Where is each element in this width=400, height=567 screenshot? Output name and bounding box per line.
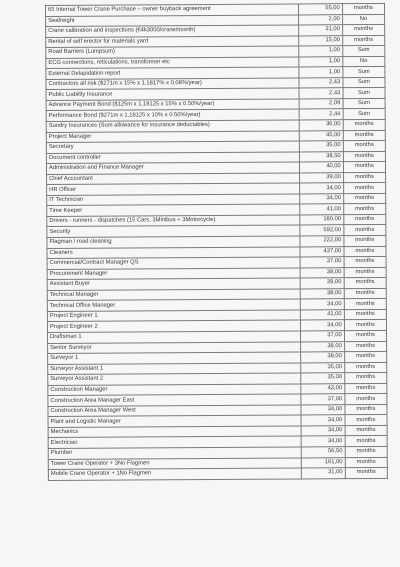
row-unit: months: [343, 204, 385, 215]
row-unit: months: [344, 351, 386, 362]
row-quantity: 35,00: [299, 141, 343, 152]
row-description: 65 Internal Tower Crane Purchase – owner buyback agreement: [46, 4, 299, 16]
row-quantity: 38,00: [300, 352, 344, 363]
row-quantity: 592,00: [299, 225, 343, 236]
row-unit: months: [343, 183, 385, 194]
row-description: Technical Manager: [47, 289, 300, 301]
row-unit: months: [344, 362, 386, 373]
row-description: Surveyor Assistant 1: [48, 363, 301, 375]
row-quantity: 40,00: [299, 162, 343, 173]
row-unit: months: [345, 425, 387, 436]
row-quantity: 41,00: [300, 310, 344, 321]
row-quantity: 2,09: [299, 99, 343, 110]
row-unit: months: [343, 162, 385, 173]
row-unit: months: [344, 341, 386, 352]
row-unit: months: [343, 119, 385, 130]
row-quantity: 2,44: [299, 109, 343, 120]
row-quantity: 1,00: [299, 67, 343, 78]
row-unit: months: [344, 330, 386, 341]
row-description: Surveyor 1: [48, 352, 301, 364]
row-description: Electrician: [48, 436, 301, 448]
row-unit: months: [342, 3, 384, 14]
row-quantity: 2,43: [299, 78, 343, 89]
row-unit: months: [343, 130, 385, 141]
row-quantity: 34,00: [301, 436, 345, 447]
row-quantity: 31,00: [298, 25, 342, 36]
row-description: Procurement Manager: [47, 268, 300, 280]
row-quantity: 35,00: [300, 373, 344, 384]
row-description: Mechanics: [48, 426, 301, 438]
row-quantity: 31,00: [301, 468, 345, 479]
row-description: Time Keeper: [47, 204, 300, 216]
row-unit: months: [343, 193, 385, 204]
row-quantity: 1,00: [298, 56, 342, 67]
row-unit: No: [342, 14, 384, 25]
row-unit: months: [344, 246, 386, 257]
row-unit: months: [344, 257, 386, 268]
row-quantity: 36,00: [299, 120, 343, 131]
row-description: Sundry Insurances (Sum allowance for insurance deductables): [46, 120, 299, 132]
row-description: Chief Accountant: [47, 173, 300, 185]
row-quantity: 437,00: [300, 246, 344, 257]
row-description: Surveyor Assistant 2: [48, 373, 301, 385]
row-quantity: 2,00: [298, 14, 342, 25]
row-quantity: 38,00: [300, 341, 344, 352]
row-description: ECG connections, reticulations, transformer etc: [46, 57, 299, 69]
row-description: Secretary: [46, 141, 299, 153]
row-description: Construction Area Manager West: [48, 405, 301, 417]
row-unit: Sum: [343, 88, 385, 99]
row-quantity: 34,00: [299, 194, 343, 205]
row-quantity: 34,00: [301, 404, 345, 415]
row-description: Draftsman 1: [48, 331, 301, 343]
row-unit: Sum: [342, 46, 384, 57]
row-quantity: 55,00: [298, 4, 342, 15]
row-unit: months: [345, 404, 387, 415]
row-unit: months: [343, 141, 385, 152]
row-quantity: 38,50: [299, 151, 343, 162]
row-description: Seafreight: [46, 15, 299, 27]
row-quantity: 41,00: [299, 204, 343, 215]
row-unit: months: [342, 25, 384, 36]
row-quantity: 34,00: [300, 320, 344, 331]
row-description: Contractors all risk ($271m x 15% x 1.1817% x 0.08%/year): [46, 78, 299, 90]
row-unit: months: [345, 415, 387, 426]
row-description: Cleaners: [47, 247, 300, 259]
row-unit: months: [344, 288, 386, 299]
row-description: Rental of self erector for materials yard: [46, 36, 299, 48]
row-quantity: 39,00: [299, 172, 343, 183]
row-unit: months: [345, 467, 387, 478]
row-quantity: 39,00: [300, 278, 344, 289]
row-quantity: 34,00: [301, 415, 345, 426]
row-unit: months: [344, 373, 386, 384]
row-quantity: 2,43: [299, 88, 343, 99]
row-description: HR Officer: [47, 183, 300, 195]
row-description: Plumber: [48, 447, 301, 459]
row-unit: months: [345, 394, 387, 405]
row-unit: Sum: [343, 67, 385, 78]
row-quantity: 34,00: [301, 426, 345, 437]
row-description: Technical Office Manager: [47, 299, 300, 311]
row-description: Advance Payment Bond ($125m x 1,18125 x 15% x 0.50%/year): [46, 99, 299, 111]
row-description: Crane calibration and inspections (€4k3000/crane/month): [46, 25, 299, 37]
row-unit: months: [345, 383, 387, 394]
row-unit: months: [342, 35, 384, 46]
row-description: Security: [47, 225, 300, 237]
row-description: Performance Bond ($271m x 1,18125 x 10% x 0.50%/year): [46, 109, 299, 121]
row-quantity: 37,00: [301, 394, 345, 405]
row-description: Commercial/Contract Manager QS: [47, 257, 300, 269]
row-unit: months: [345, 446, 387, 457]
row-description: Tower Crane Operator + 3No Flagmen: [48, 457, 301, 469]
row-unit: months: [343, 151, 385, 162]
row-description: IT Technician: [47, 194, 300, 206]
row-description: Document controller: [46, 152, 299, 164]
row-quantity: 38,00: [300, 267, 344, 278]
row-description: Administration and Finance Manager: [46, 162, 299, 174]
row-unit: months: [345, 436, 387, 447]
row-unit: months: [344, 320, 386, 331]
row-unit: months: [344, 214, 386, 225]
row-description: Project Engineer 1: [47, 310, 300, 322]
row-description: Project Engineer 2: [47, 320, 300, 332]
row-quantity: 35,00: [300, 362, 344, 373]
row-unit: months: [344, 267, 386, 278]
row-unit: Sum: [343, 98, 385, 109]
row-unit: months: [344, 235, 386, 246]
row-description: Drivers - runners - dispatches (15 Cars, 3Minibus + 3Motorcycle): [47, 215, 300, 227]
row-unit: months: [345, 457, 387, 468]
row-quantity: 15,00: [298, 35, 342, 46]
row-quantity: 37,00: [300, 257, 344, 268]
row-description: Construction Area Manager East: [48, 394, 301, 406]
row-description: Project Manager: [46, 131, 299, 143]
row-unit: months: [344, 225, 386, 236]
table-body: [46, 3, 388, 480]
row-quantity: 45,00: [299, 130, 343, 141]
row-quantity: 34,00: [300, 299, 344, 310]
row-description: Construction Manager: [48, 384, 301, 396]
row-unit: months: [343, 172, 385, 183]
row-unit: Sum: [343, 109, 385, 120]
row-quantity: 34,00: [299, 183, 343, 194]
row-quantity: 56,50: [301, 447, 345, 458]
row-description: Road Barriers (Lumpsum): [46, 46, 299, 58]
row-quantity: 38,00: [300, 288, 344, 299]
row-description: Public Liability Insurance: [46, 88, 299, 100]
row-unit: No: [343, 56, 385, 67]
row-quantity: 37,00: [300, 331, 344, 342]
row-unit: Sum: [343, 77, 385, 88]
row-unit: months: [344, 299, 386, 310]
row-description: Assistant Buyer: [47, 278, 300, 290]
row-quantity: 161,00: [301, 457, 345, 468]
row-description: Senior Surveyor: [48, 341, 301, 353]
row-unit: months: [344, 309, 386, 320]
row-description: External Delapidation report: [46, 67, 299, 79]
row-quantity: 180,00: [299, 215, 343, 226]
cost-items-table: [45, 3, 388, 481]
row-unit: months: [344, 278, 386, 289]
row-description: Flagman / road cleaning: [47, 236, 300, 248]
table-row: [48, 467, 387, 480]
row-description: Mobile Crane Operator + 1No Flagmen: [48, 468, 301, 480]
row-quantity: 1,00: [298, 46, 342, 57]
row-quantity: 222,00: [300, 236, 344, 247]
row-description: Plant and Logistic Manager: [48, 415, 301, 427]
row-quantity: 43,00: [300, 383, 344, 394]
